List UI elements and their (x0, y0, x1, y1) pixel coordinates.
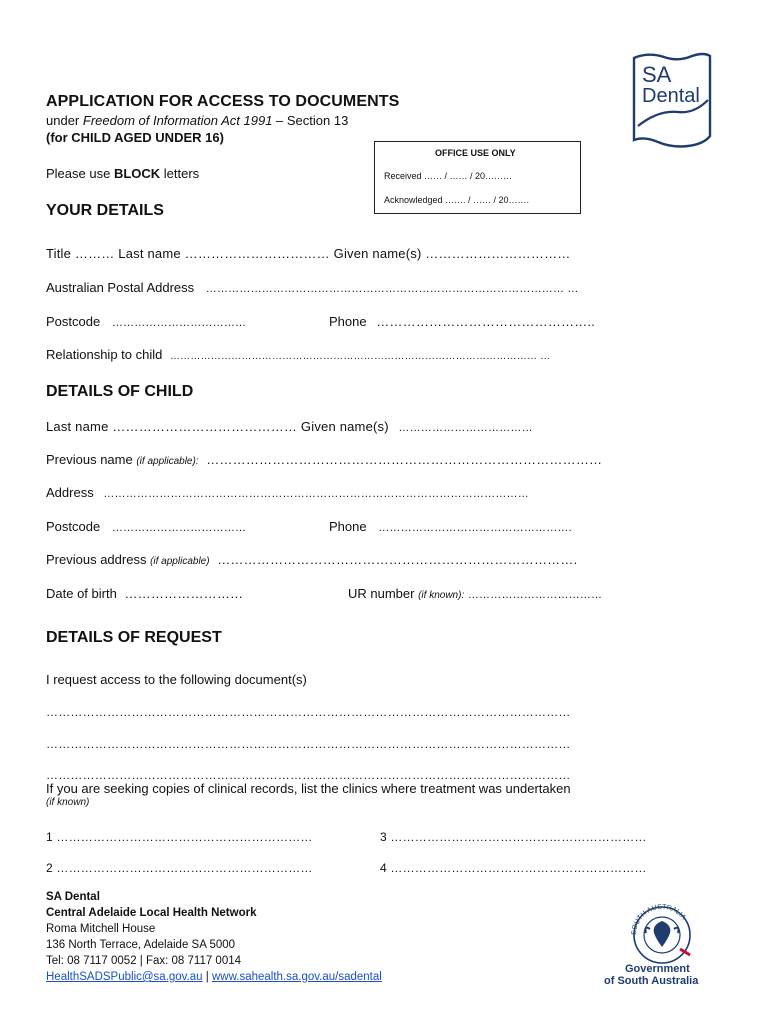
clinic-field-4[interactable]: 4 ……………………………………………………… (380, 861, 647, 875)
your-phone-dots: ………………………………………….. (376, 314, 596, 329)
your-phone-label: Phone (329, 314, 367, 329)
seal-text: SOUTH AUSTRALIA (630, 903, 687, 936)
request-intro: I request access to the following document(s) (46, 672, 307, 687)
prev-name-note: (if applicable): (136, 456, 199, 467)
relationship-label: Relationship to child (46, 347, 163, 362)
sa-dental-logo (628, 52, 714, 150)
dob-dots: ……………………… (124, 586, 244, 601)
prev-name-dots: ……………………………………………………………………………… (206, 452, 603, 467)
footer-network: Central Adelaide Local Health Network (46, 907, 257, 919)
logo-line-sa: SA (642, 62, 672, 87)
child-postcode-field[interactable] (46, 519, 246, 534)
child-details-heading: DETAILS OF CHILD (46, 383, 194, 400)
subtitle-suffix: – Section 13 (272, 113, 349, 128)
your-postcode-dots: ……………………………… (111, 317, 247, 329)
child-previous-address-field[interactable] (46, 552, 577, 567)
block-letters-instruction (46, 166, 199, 181)
postal-address-dots: …………………………………………………………………………………… … (205, 283, 579, 295)
your-details-heading: YOUR DETAILS (46, 202, 164, 219)
child-age-note: (for CHILD AGED UNDER 16) (46, 130, 224, 145)
form-subtitle (46, 113, 348, 128)
ur-dots: ……………………………… (467, 589, 603, 601)
child-name-field[interactable] (46, 419, 533, 434)
clinics-note: (if known) (46, 797, 90, 808)
website-link[interactable]: www.sahealth.sa.gov.au/sadental (211, 971, 382, 983)
relationship-dots: ……………………………………………………………………………………………… … (169, 351, 551, 362)
footer-org: SA Dental (46, 891, 100, 903)
instruction-suffix: letters (160, 166, 200, 181)
office-use-title: OFFICE USE ONLY (435, 148, 516, 158)
clinic-field-1[interactable]: 1 ……………………………………………………… (46, 830, 313, 844)
clinic-field-2[interactable]: 2 ……………………………………………………… (46, 861, 313, 875)
sa-dental-logo-mark (628, 52, 714, 150)
request-heading: DETAILS OF REQUEST (46, 629, 222, 646)
your-postcode-label: Postcode (46, 314, 101, 329)
prev-address-dots: ………………………………………………………………………. (217, 552, 578, 567)
ur-label: UR number (348, 586, 415, 601)
clinic-field-3[interactable]: 3 ……………………………………………………… (380, 830, 647, 844)
prev-address-label: Previous address (46, 552, 147, 567)
postal-address-label: Australian Postal Address (46, 280, 195, 295)
child-phone-label: Phone (329, 519, 367, 534)
footer-links (46, 969, 382, 985)
form-title: APPLICATION FOR ACCESS TO DOCUMENTS (46, 93, 400, 110)
child-postcode-dots: ……………………………… (111, 522, 247, 534)
footer-phone-fax: Tel: 08 7117 0052 | Fax: 08 7117 0014 (46, 955, 242, 967)
relationship-field[interactable] (46, 347, 550, 362)
child-phone-field[interactable] (329, 519, 572, 534)
prev-address-note: (if applicable) (150, 556, 210, 567)
footer-link-separator: | (202, 971, 212, 983)
footer-contact-block (46, 889, 382, 985)
subtitle-prefix: under (46, 113, 83, 128)
footer-address: 136 North Terrace, Adelaide SA 5000 (46, 939, 236, 951)
child-address-label: Address (46, 485, 94, 500)
office-use-box (374, 141, 581, 214)
clinics-instruction: If you are seeking copies of clinical records, list the clinics where treatment was undertaken (46, 781, 571, 796)
logo-line-dental: Dental (642, 85, 700, 107)
act-name: Freedom of Information Act 1991 (82, 113, 273, 128)
child-previous-name-field[interactable] (46, 452, 602, 467)
child-dob-field[interactable] (46, 586, 243, 601)
prev-name-label: Previous name (46, 452, 133, 467)
gov-sa-logo (604, 903, 720, 987)
footer-house: Roma Mitchell House (46, 923, 156, 935)
instruction-prefix: Please use (46, 166, 114, 181)
email-link[interactable]: HealthSADSPublic@sa.gov.au (46, 971, 203, 983)
postal-address-field[interactable] (46, 280, 579, 295)
child-postcode-label: Postcode (46, 519, 101, 534)
gov-logo-line-2: of South Australia (604, 975, 699, 987)
child-ur-number-field[interactable] (348, 586, 602, 601)
request-line-3[interactable]: ………………………………………………………………………………………………………………… (46, 768, 571, 782)
office-received: Received …… / …… / 20……… (384, 171, 513, 181)
request-line-1[interactable]: ………………………………………………………………………………………………………………… (46, 705, 571, 719)
child-lastname-given: Last name …………………………………… Given name(s) (46, 419, 389, 434)
gov-logo-line-1: Government (625, 963, 690, 975)
child-phone-dots: ……………………………………………. (378, 522, 572, 534)
office-acknowledged: Acknowledged ……. / …… / 20……. (384, 195, 530, 205)
dob-label: Date of birth (46, 586, 117, 601)
child-address-field[interactable] (46, 485, 529, 500)
child-address-dots: …………………………………………………………………………………………………… (103, 488, 529, 500)
your-postcode-field[interactable] (46, 314, 246, 329)
your-phone-field[interactable] (329, 314, 595, 329)
child-given-dots: ……………………………… (398, 422, 533, 434)
instruction-bold: BLOCK (113, 166, 161, 181)
your-name-field[interactable]: Title ……… Last name …………………………… Given name(s) …………………………… (46, 246, 571, 261)
ur-note: (if known): (418, 590, 465, 601)
request-line-2[interactable]: ………………………………………………………………………………………………………………… (46, 737, 571, 751)
